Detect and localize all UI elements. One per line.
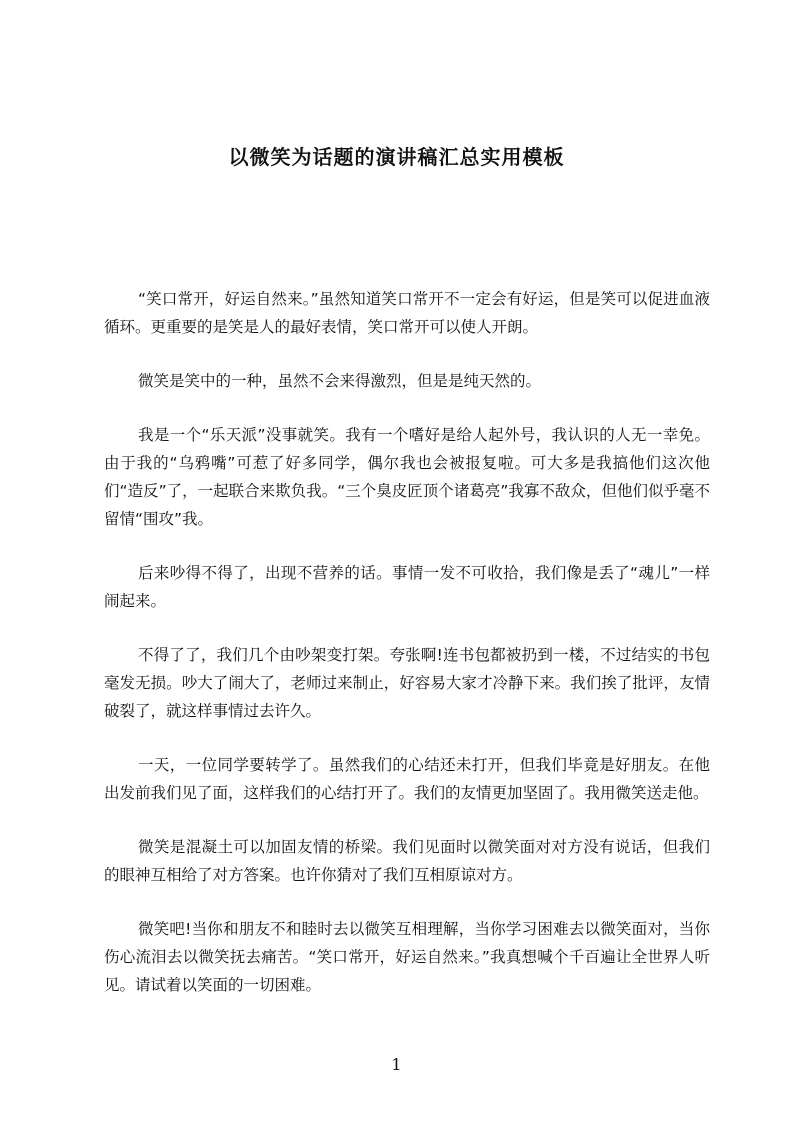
paragraph: 我是一个“乐天派”没事就笑。我有一个嗜好是给人起外号，我认识的人无一幸免。由于我的“乌鸦嘴”可惹了好多同学，偶尔我也会被报复啦。可大多是我搞他们这次他们“造反”了，一起联合来欺负我。“三个臭皮匠顶个诸葛亮”我寡不敌众，但他们似乎毫不留情“围攻”我。 — [104, 426, 710, 528]
paragraph: 微笑是混凝土可以加固友情的桥梁。我们见面时以微笑面对对方没有说话，但我们的眼神互相给了对方答案。也许你猜对了我们互相原谅对方。 — [104, 838, 710, 884]
paragraph: 一天，一位同学要转学了。虽然我们的心结还未打开，但我们毕竟是好朋友。在他出发前我们见了面，这样我们的心结打开了。我们的友情更加坚固了。我用微笑送走他。 — [104, 756, 710, 802]
paragraph: 不得了了，我们几个由吵架变打架。夸张啊!连书包都被扔到一楼，不过结实的书包毫发无损。吵大了闹大了，老师过来制止，好容易大家才冷静下来。我们挨了批评，友情破裂了，就这样事情过去许久。 — [104, 646, 710, 720]
paragraph: 微笑是笑中的一种，虽然不会来得激烈，但是是纯天然的。 — [138, 372, 542, 390]
paragraph: “笑口常开，好运自然来。”虽然知道笑口常开不一定会有好运，但是笑可以促进血液循环。更重要的是笑是人的最好表情，笑口常开可以使人开朗。 — [104, 290, 710, 336]
page-number: 1 — [391, 1055, 402, 1074]
paragraph: 微笑吧!当你和朋友不和睦时去以微笑互相理解，当你学习困难去以微笑面对，当你伤心流泪去以微笑抚去痛苦。“笑口常开，好运自然来。”我真想喊个千百遍让全世界人听见。请试着以笑面的一切困难。 — [104, 920, 710, 994]
paragraph: 后来吵得不得了，出现不营养的话。事情一发不可收拾，我们像是丢了“魂儿”一样闹起来。 — [104, 564, 710, 610]
document-title: 以微笑为话题的演讲稿汇总实用模板 — [228, 145, 565, 169]
document-body — [104, 285, 710, 1025]
